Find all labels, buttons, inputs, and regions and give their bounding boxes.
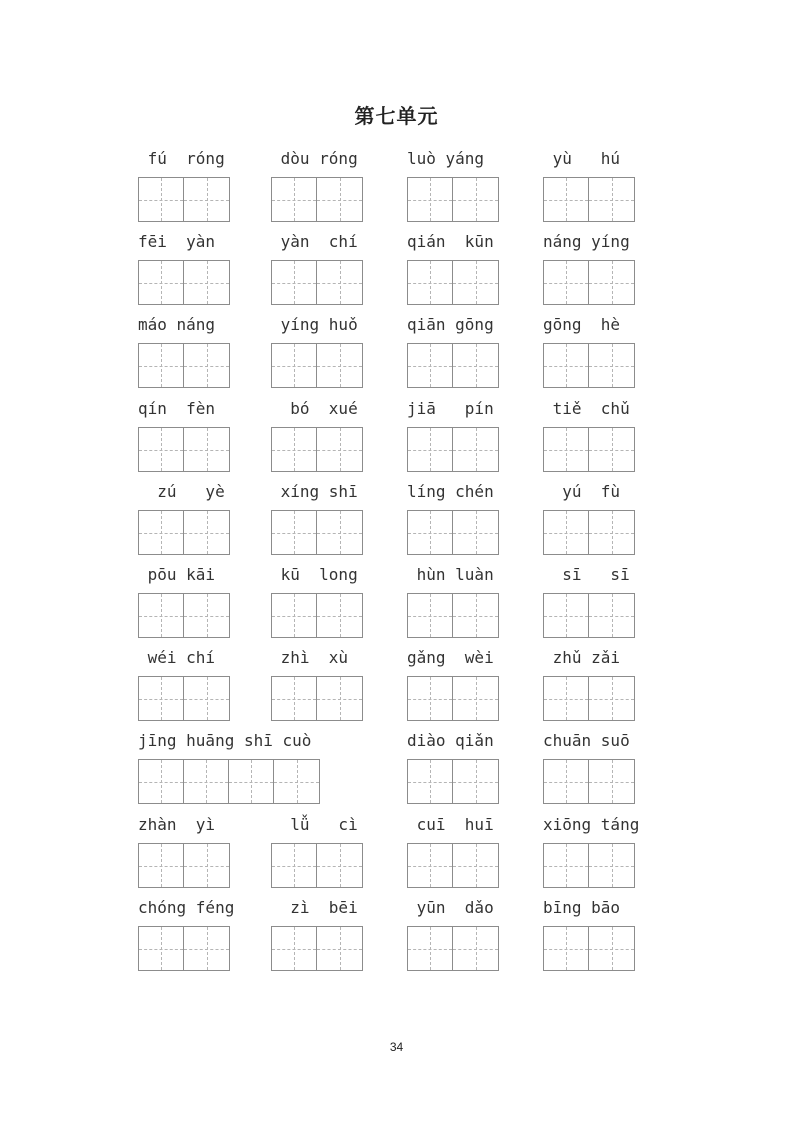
writing-grid	[407, 926, 499, 971]
writing-grid	[543, 843, 635, 888]
writing-box[interactable]	[589, 677, 634, 720]
writing-box[interactable]	[544, 594, 589, 637]
pinyin-label: wéi chí	[138, 648, 216, 667]
writing-box[interactable]	[317, 927, 362, 970]
writing-box[interactable]	[544, 677, 589, 720]
writing-box[interactable]	[139, 760, 184, 803]
writing-box[interactable]	[453, 927, 498, 970]
writing-box[interactable]	[272, 844, 317, 887]
writing-box[interactable]	[589, 594, 634, 637]
writing-box[interactable]	[408, 178, 453, 221]
writing-grid	[543, 427, 635, 472]
writing-box[interactable]	[544, 927, 589, 970]
writing-grid	[138, 510, 230, 555]
pinyin-label: diào qiǎn	[407, 731, 494, 750]
writing-box[interactable]	[317, 844, 362, 887]
pinyin-label: yàn chí	[271, 232, 358, 251]
pinyin-label: yù hú	[543, 149, 621, 168]
writing-box[interactable]	[453, 428, 498, 471]
writing-box[interactable]	[453, 261, 498, 304]
writing-box[interactable]	[408, 511, 453, 554]
writing-grid	[407, 843, 499, 888]
writing-grid	[271, 843, 363, 888]
writing-box[interactable]	[544, 844, 589, 887]
writing-box[interactable]	[408, 927, 453, 970]
writing-box[interactable]	[453, 844, 498, 887]
writing-grid	[543, 177, 635, 222]
writing-box[interactable]	[544, 511, 589, 554]
writing-grid	[271, 676, 363, 721]
writing-box[interactable]	[317, 511, 362, 554]
writing-box[interactable]	[139, 677, 184, 720]
pinyin-label: lǚ cì	[271, 815, 358, 834]
writing-box[interactable]	[544, 344, 589, 387]
writing-box[interactable]	[317, 344, 362, 387]
pinyin-label: yūn dǎo	[407, 898, 494, 917]
writing-box[interactable]	[274, 760, 319, 803]
writing-grid	[138, 926, 230, 971]
writing-grid	[543, 260, 635, 305]
pinyin-label: qiān gōng	[407, 315, 494, 334]
pinyin-label: zhàn yì	[138, 815, 216, 834]
writing-box[interactable]	[229, 760, 274, 803]
writing-box[interactable]	[139, 927, 184, 970]
writing-box[interactable]	[408, 344, 453, 387]
writing-grid	[138, 843, 230, 888]
writing-box[interactable]	[184, 927, 229, 970]
writing-grid	[543, 759, 635, 804]
writing-grid	[407, 510, 499, 555]
writing-box[interactable]	[272, 178, 317, 221]
writing-grid	[138, 177, 230, 222]
writing-box[interactable]	[453, 511, 498, 554]
page-number: 34	[389, 1040, 404, 1054]
writing-box[interactable]	[184, 594, 229, 637]
writing-box[interactable]	[139, 594, 184, 637]
pinyin-label: bīng bāo	[543, 898, 621, 917]
writing-box[interactable]	[272, 594, 317, 637]
pinyin-label: zì bēi	[271, 898, 358, 917]
writing-grid	[271, 260, 363, 305]
pinyin-label: hùn luàn	[407, 565, 494, 584]
writing-box[interactable]	[589, 927, 634, 970]
writing-grid	[407, 676, 499, 721]
writing-box[interactable]	[184, 344, 229, 387]
writing-box[interactable]	[544, 178, 589, 221]
writing-grid	[543, 926, 635, 971]
writing-box[interactable]	[408, 594, 453, 637]
writing-box[interactable]	[589, 261, 634, 304]
pinyin-label: sī sī	[543, 565, 630, 584]
writing-box[interactable]	[272, 677, 317, 720]
writing-box[interactable]	[589, 428, 634, 471]
writing-grid	[407, 260, 499, 305]
writing-box[interactable]	[184, 178, 229, 221]
writing-box[interactable]	[589, 178, 634, 221]
writing-box[interactable]	[184, 428, 229, 471]
pinyin-label: chóng féng	[138, 898, 235, 917]
pinyin-label: xíng shī	[271, 482, 358, 501]
pinyin-label: fú róng	[138, 149, 225, 168]
pinyin-label: zhǔ zǎi	[543, 648, 621, 667]
pinyin-label: bó xué	[271, 399, 358, 418]
pinyin-label: líng chén	[407, 482, 494, 501]
pinyin-label: xiōng táng	[543, 815, 640, 834]
writing-box[interactable]	[272, 261, 317, 304]
writing-box[interactable]	[184, 677, 229, 720]
writing-box[interactable]	[272, 927, 317, 970]
writing-grid	[407, 593, 499, 638]
writing-box[interactable]	[408, 677, 453, 720]
pinyin-label: luò yáng	[407, 149, 485, 168]
writing-grid	[543, 343, 635, 388]
writing-box[interactable]	[544, 760, 589, 803]
pinyin-label: cuī huī	[407, 815, 494, 834]
writing-box[interactable]	[589, 844, 634, 887]
pinyin-label: náng yíng	[543, 232, 630, 251]
writing-grid	[138, 759, 320, 804]
writing-box[interactable]	[589, 760, 634, 803]
writing-grid	[271, 593, 363, 638]
writing-grid	[407, 177, 499, 222]
writing-box[interactable]	[453, 178, 498, 221]
writing-box[interactable]	[453, 760, 498, 803]
writing-box[interactable]	[317, 677, 362, 720]
writing-box[interactable]	[408, 760, 453, 803]
writing-box[interactable]	[184, 760, 229, 803]
writing-box[interactable]	[139, 844, 184, 887]
writing-grid	[271, 427, 363, 472]
writing-box[interactable]	[317, 594, 362, 637]
writing-box[interactable]	[544, 428, 589, 471]
pinyin-label: kū long	[271, 565, 358, 584]
writing-grid	[271, 926, 363, 971]
writing-box[interactable]	[453, 677, 498, 720]
writing-box[interactable]	[317, 428, 362, 471]
pinyin-label: dòu róng	[271, 149, 358, 168]
pinyin-label: jiā pín	[407, 399, 494, 418]
writing-grid	[543, 593, 635, 638]
writing-box[interactable]	[139, 511, 184, 554]
writing-box[interactable]	[589, 344, 634, 387]
writing-box[interactable]	[272, 428, 317, 471]
pinyin-label: fēi yàn	[138, 232, 216, 251]
pinyin-label: jīng huāng shī cuò	[138, 731, 312, 750]
pinyin-label: gǎng wèi	[407, 648, 494, 667]
pinyin-label: zhì xù	[271, 648, 349, 667]
pinyin-label: yú fù	[543, 482, 621, 501]
pinyin-label: yíng huǒ	[271, 315, 358, 334]
writing-box[interactable]	[139, 428, 184, 471]
writing-grid	[138, 260, 230, 305]
writing-grid	[407, 759, 499, 804]
pinyin-label: máo náng	[138, 315, 216, 334]
writing-box[interactable]	[317, 178, 362, 221]
pinyin-label: pōu kāi	[138, 565, 216, 584]
pinyin-label: qián kūn	[407, 232, 494, 251]
writing-box[interactable]	[589, 511, 634, 554]
writing-grid	[407, 427, 499, 472]
writing-grid	[407, 343, 499, 388]
writing-box[interactable]	[317, 261, 362, 304]
writing-box[interactable]	[272, 511, 317, 554]
writing-grid	[543, 676, 635, 721]
writing-grid	[138, 593, 230, 638]
writing-grid	[138, 343, 230, 388]
writing-grid	[271, 177, 363, 222]
writing-box[interactable]	[184, 511, 229, 554]
writing-grid	[138, 427, 230, 472]
writing-grid	[138, 676, 230, 721]
writing-box[interactable]	[139, 344, 184, 387]
writing-box[interactable]	[408, 428, 453, 471]
pinyin-label: zú yè	[138, 482, 225, 501]
writing-box[interactable]	[184, 844, 229, 887]
writing-box[interactable]	[139, 261, 184, 304]
writing-box[interactable]	[139, 178, 184, 221]
pinyin-label: chuān suō	[543, 731, 630, 750]
writing-grid	[543, 510, 635, 555]
page-title: 第七单元	[354, 104, 439, 128]
writing-grid	[271, 343, 363, 388]
pinyin-label: gōng hè	[543, 315, 621, 334]
writing-grid	[271, 510, 363, 555]
writing-box[interactable]	[544, 261, 589, 304]
writing-box[interactable]	[453, 344, 498, 387]
writing-box[interactable]	[453, 594, 498, 637]
writing-box[interactable]	[272, 344, 317, 387]
writing-box[interactable]	[184, 261, 229, 304]
writing-box[interactable]	[408, 261, 453, 304]
writing-box[interactable]	[408, 844, 453, 887]
pinyin-label: tiě chǔ	[543, 399, 630, 418]
pinyin-label: qín fèn	[138, 399, 216, 418]
